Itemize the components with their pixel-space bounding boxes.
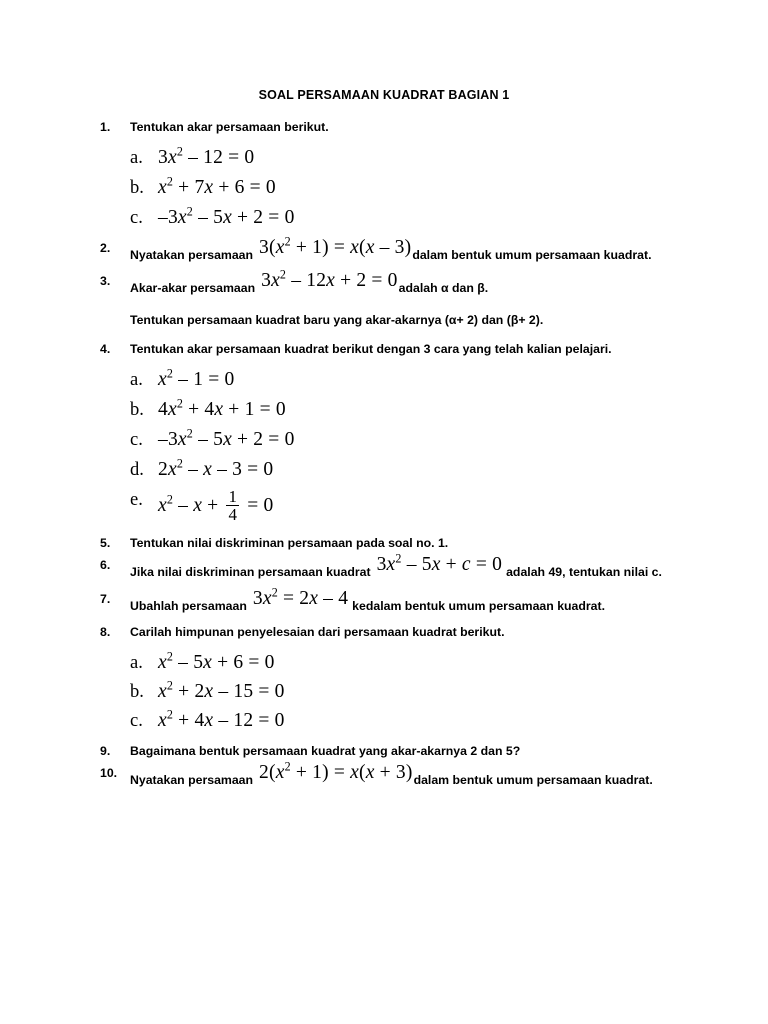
question-text: Carilah himpunan penyelesaian dari persamaan kuadrat berikut. <box>130 624 505 639</box>
question-number: 10. <box>100 765 118 780</box>
question-body <box>130 267 668 302</box>
question-number: 4. <box>100 341 111 356</box>
fraction-denominator: 4 <box>228 504 238 524</box>
question-item-3 <box>100 267 668 302</box>
subitem-1a <box>100 144 668 169</box>
question-number: 8. <box>100 624 111 639</box>
question-text: Tentukan akar persamaan kuadrat berikut dengan 3 cara yang telah kalian pelajari. <box>130 341 612 356</box>
question-3-continuation: Tentukan persamaan kuadrat baru yang akar-akarnya (α+ 2) dan (β+ 2). <box>130 313 544 328</box>
subitem-letter: b. <box>130 178 144 199</box>
subitem-letter: c. <box>130 429 143 450</box>
subitem-1c <box>100 204 668 229</box>
subitem-list-4 <box>100 366 668 525</box>
subitem-letter: a. <box>130 369 143 390</box>
question-text-before: Nyatakan persamaan <box>130 248 254 263</box>
subitem-4c <box>100 426 668 451</box>
question-text: Tentukan nilai diskriminan persamaan pada soal no. 1. <box>130 536 449 551</box>
question-number: 3. <box>100 274 111 289</box>
question-number: 9. <box>100 743 111 758</box>
question-text-before: Nyatakan persamaan <box>130 772 254 787</box>
subitem-4a <box>100 366 668 391</box>
question-text: Tentukan akar persamaan berikut. <box>130 120 329 134</box>
question-body <box>130 234 668 269</box>
question-number: 6. <box>100 558 111 573</box>
subitem-letter: e. <box>130 489 143 510</box>
question-item-5 <box>100 534 668 553</box>
fraction-one-quarter <box>226 488 239 524</box>
question-list <box>100 118 668 794</box>
subitem-list-8 <box>100 649 668 732</box>
subitem-4b <box>100 396 668 421</box>
question-item-9 <box>100 742 668 761</box>
question-text: Bagaimana bentuk persamaan kuadrat yang akar-akarnya 2 dan 5? <box>130 743 521 758</box>
question-item-4 <box>100 340 668 359</box>
question-text-after: adalah 49, tentukan nilai c. <box>506 565 662 580</box>
equation-6: $3x^2 - 5x + c = 0$ <box>376 551 503 576</box>
equation-1a: $3x^2 - 12 = 0$ <box>158 144 255 169</box>
question-item-8 <box>100 623 668 642</box>
subitem-8c <box>100 707 668 732</box>
subitem-letter: a. <box>130 148 143 169</box>
subitem-letter: a. <box>130 652 143 673</box>
subitem-letter: d. <box>130 459 144 480</box>
question-item-2 <box>100 234 668 269</box>
equation-4d: $2x^2 - x - 3 = 0$ <box>158 456 274 480</box>
equation-7: $3x^2 = 2x - 4$ <box>252 585 349 609</box>
subitem-1b <box>100 174 668 199</box>
subitem-list-1 <box>100 144 668 229</box>
subitem-letter: b. <box>130 681 144 702</box>
equation-4e: $x^2$ – x + $\frac{1}{4}$ = 0 <box>158 486 274 524</box>
equation-3: $3x^2 - 12x + 2 = 0$ <box>261 267 398 292</box>
equation-1c: $-3x^2 - 5x + 2 = 0$ <box>158 204 295 229</box>
fraction-numerator: 1 <box>228 486 238 506</box>
question-number: 7. <box>100 591 111 606</box>
question-text-after: adalah α dan β. <box>398 281 489 296</box>
question-body <box>130 759 668 794</box>
equation-8b: $x^2 + 2x - 15 = 0$ <box>158 678 285 702</box>
question-item-6 <box>100 551 668 586</box>
subitem-letter: c. <box>130 710 143 731</box>
question-body <box>130 551 668 586</box>
subitem-letter: c. <box>130 208 143 229</box>
equation-4c: $-3x^2 - 5x + 2 = 0$ <box>158 426 295 450</box>
question-text-after: kedalam bentuk umum persamaan kuadrat. <box>352 598 606 613</box>
equation-8a: $x^2 - 5x + 6 = 0$ <box>158 649 275 673</box>
equation-8c: $x^2 + 4x - 12 = 0$ <box>158 707 285 731</box>
question-text-after: dalam bentuk umum persamaan kuadrat. <box>412 248 652 263</box>
question-item-10 <box>100 759 668 794</box>
equation-4b: $4x^2 + 4x + 1 = 0$ <box>158 396 286 420</box>
subitem-letter: b. <box>130 399 144 420</box>
question-item-7 <box>100 585 668 620</box>
equation-1b: $x^2 + 7x + 6 = 0$ <box>158 174 276 199</box>
question-number: 1. <box>100 120 111 134</box>
equation-4a: $x^2 - 1 = 0$ <box>158 366 235 390</box>
question-body <box>130 585 668 620</box>
question-text-before: Jika nilai diskriminan persamaan kuadrat <box>130 565 371 580</box>
page-title: SOAL PERSAMAAN KUADRAT BAGIAN 1 <box>258 88 510 102</box>
question-item-1 <box>100 118 668 137</box>
subitem-8b <box>100 678 668 703</box>
question-text-before: Ubahlah persamaan <box>130 598 247 613</box>
equation-10: $2(x^2 + 1) = x(x + 3)$ <box>259 759 413 783</box>
subitem-4e <box>100 486 668 525</box>
question-number: 5. <box>100 536 111 551</box>
question-text-after: dalam bentuk umum persamaan kuadrat. <box>413 772 653 787</box>
question-number: 2. <box>100 241 111 256</box>
question-text-before: Akar-akar persamaan <box>130 281 256 296</box>
subitem-8a <box>100 649 668 674</box>
subitem-4d <box>100 456 668 481</box>
equation-2: $3(x^2 + 1) = x(x - 3)$ <box>259 234 412 259</box>
